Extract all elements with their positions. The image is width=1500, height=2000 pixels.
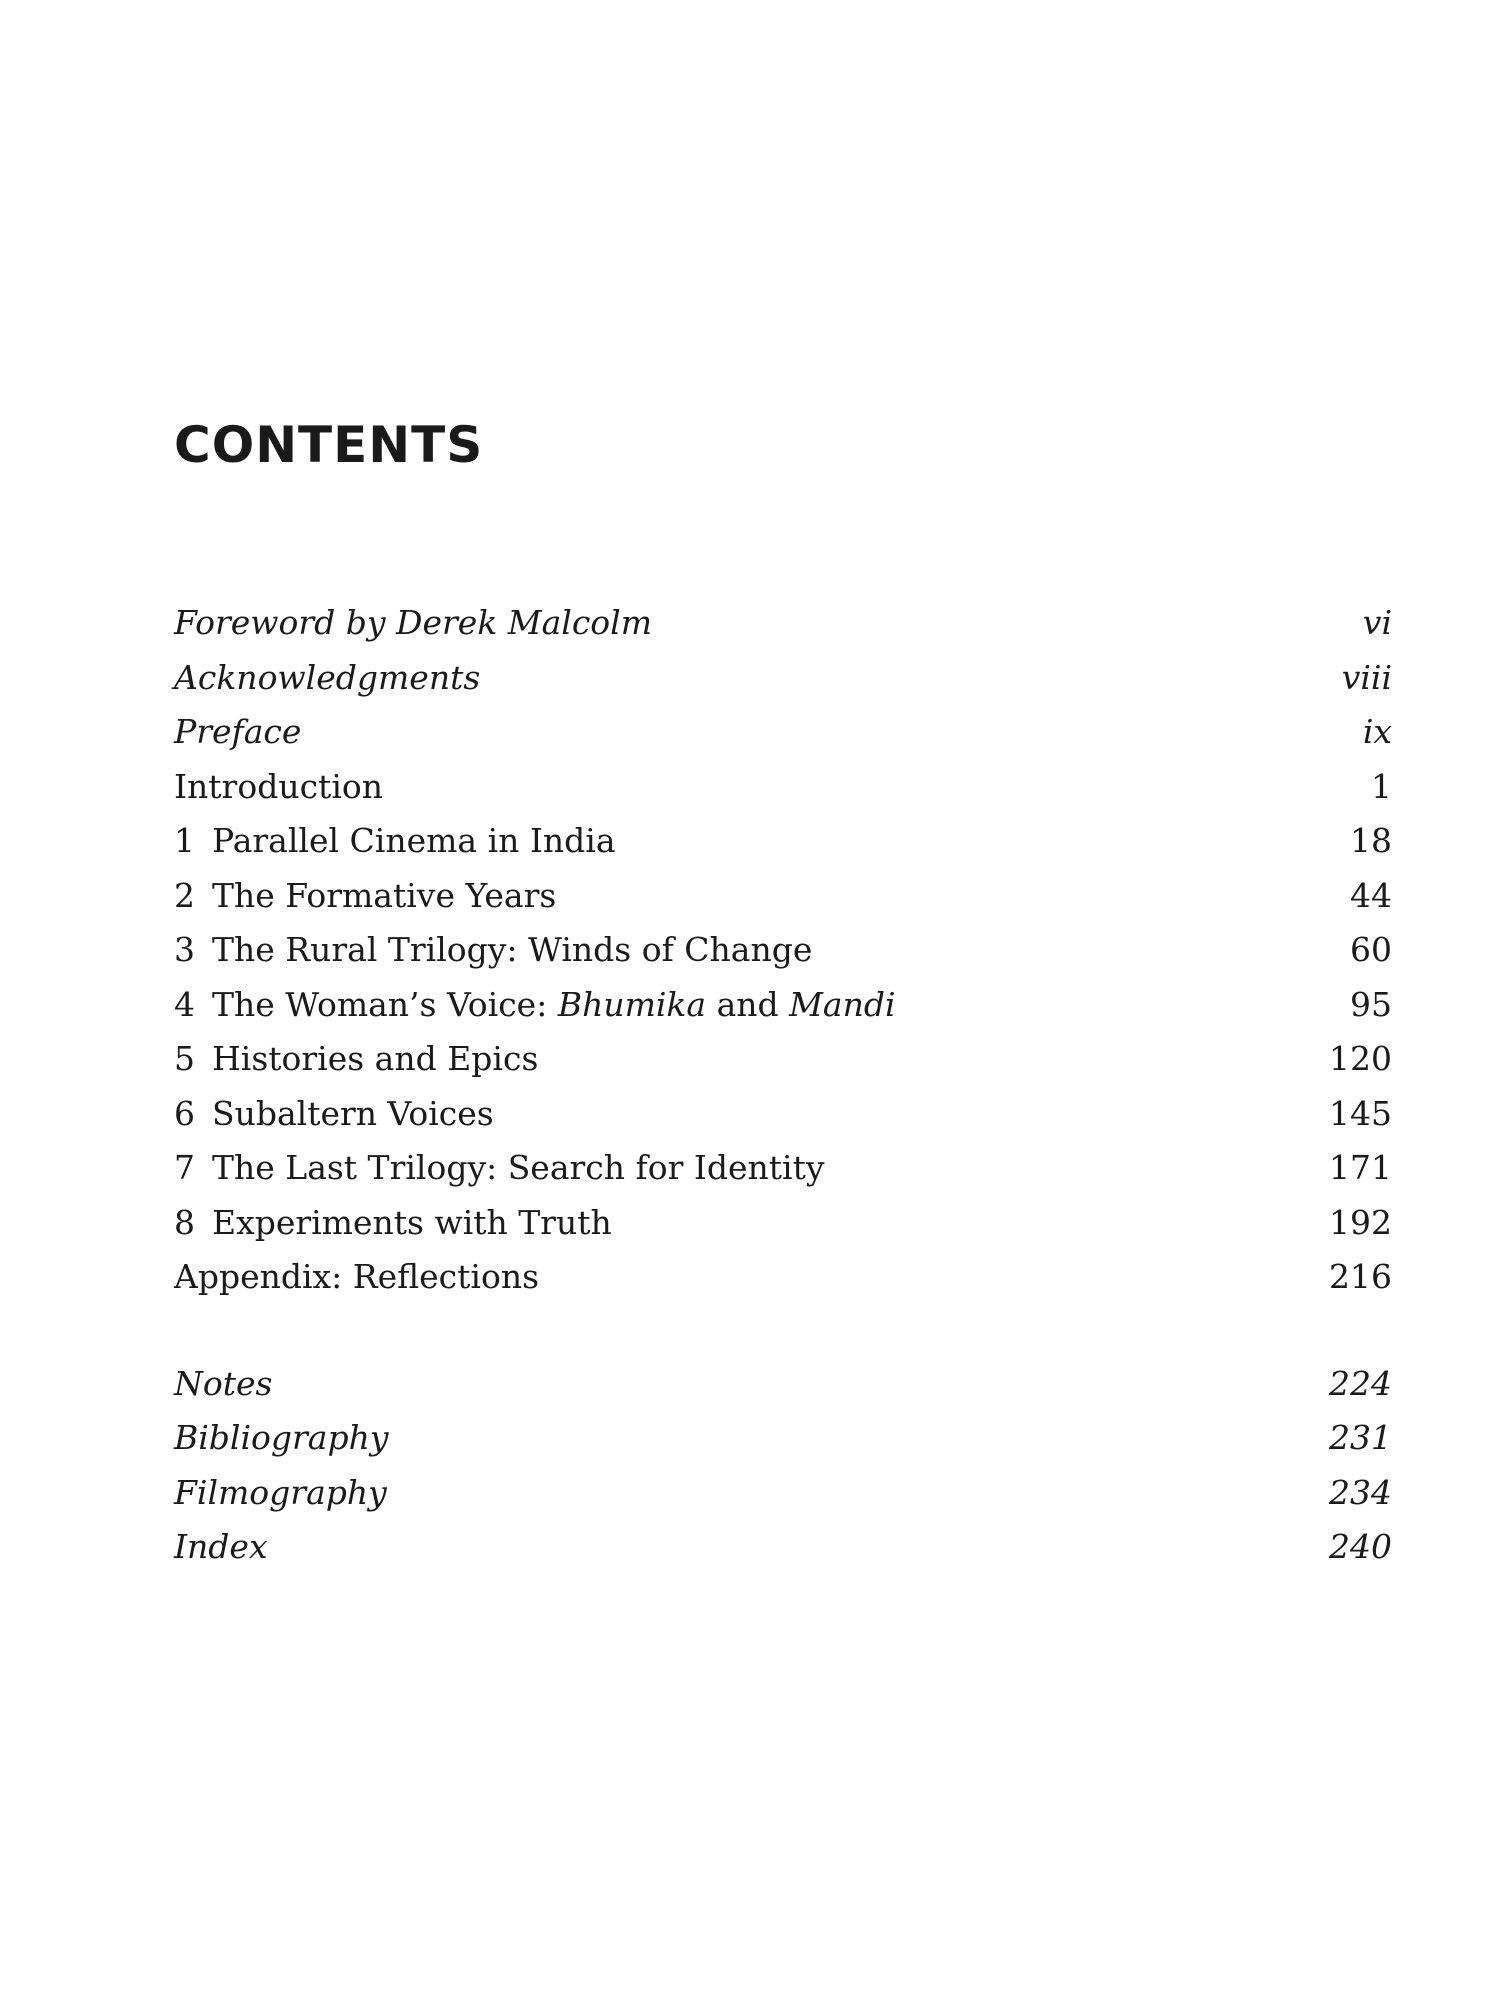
chapter-number: 7 — [174, 1148, 195, 1187]
toc-entry-notes[interactable] — [174, 1357, 1392, 1412]
toc-entry-chapter-6[interactable] — [174, 1087, 1392, 1142]
entry-page: 234 — [1329, 1472, 1392, 1512]
chapter-title-film-1: Bhumika — [557, 984, 707, 1024]
entry-label: Preface — [174, 712, 302, 751]
entry-label: Appendix: Reflections — [174, 1257, 540, 1296]
entry-label — [174, 1141, 825, 1196]
entry-page: 145 — [1329, 1093, 1392, 1133]
chapter-title: The Last Trilogy: Search for Identity — [212, 1148, 825, 1187]
entry-page: vi — [1362, 603, 1392, 642]
chapter-title: Parallel Cinema in India — [212, 821, 616, 860]
chapter-title: The Formative Years — [212, 875, 557, 915]
chapter-title: Histories and Epics — [212, 1039, 539, 1078]
toc-entry-chapter-8[interactable] — [174, 1196, 1392, 1251]
toc-entry-filmography[interactable] — [174, 1466, 1392, 1521]
toc-entry-bibliography[interactable] — [174, 1411, 1392, 1466]
toc-entry-acknowledgments[interactable] — [174, 651, 1392, 706]
toc-entry-foreword[interactable] — [174, 596, 1392, 651]
chapter-title: Experiments with Truth — [212, 1202, 612, 1242]
toc-entry-chapter-7[interactable] — [174, 1141, 1392, 1196]
toc-entry-chapter-1[interactable] — [174, 814, 1392, 869]
chapter-number: 5 — [174, 1039, 195, 1078]
entry-label — [174, 1087, 494, 1142]
chapter-number: 2 — [174, 875, 195, 915]
entry-label — [174, 978, 896, 1033]
entry-page: 240 — [1329, 1527, 1392, 1566]
toc-entry-chapter-5[interactable] — [174, 1032, 1392, 1087]
toc-entry-index[interactable] — [174, 1520, 1392, 1575]
entry-label: Foreword by Derek Malcolm — [174, 603, 653, 642]
entry-label — [174, 1032, 538, 1087]
toc-entry-introduction[interactable] — [174, 760, 1392, 815]
chapter-number: 6 — [174, 1093, 195, 1133]
entry-page: 216 — [1329, 1257, 1392, 1296]
toc-entry-preface[interactable] — [174, 705, 1392, 760]
entry-page: 231 — [1329, 1418, 1392, 1457]
entry-label: Bibliography — [174, 1418, 389, 1457]
chapter-number: 3 — [174, 930, 195, 969]
toc-entry-chapter-2[interactable] — [174, 869, 1392, 924]
entry-label: Acknowledgments — [174, 657, 481, 697]
entry-page: 120 — [1329, 1039, 1392, 1078]
entry-label: Filmography — [174, 1472, 387, 1512]
entry-label: Index — [174, 1527, 268, 1566]
toc-entry-appendix[interactable] — [174, 1250, 1392, 1305]
entry-page: 192 — [1329, 1202, 1392, 1242]
entry-page: 95 — [1350, 984, 1392, 1024]
chapter-title-mid: and — [706, 984, 790, 1024]
entry-page: 224 — [1329, 1363, 1392, 1403]
table-of-contents — [174, 596, 1392, 1575]
toc-entry-chapter-3[interactable] — [174, 923, 1392, 978]
toc-back-matter-group — [174, 1357, 1392, 1575]
entry-page: viii — [1341, 657, 1392, 697]
chapter-title: Subaltern Voices — [212, 1093, 494, 1133]
toc-entry-chapter-4[interactable] — [174, 978, 1392, 1033]
entry-page: ix — [1362, 712, 1392, 751]
entry-label: Introduction — [174, 766, 383, 806]
entry-page: 1 — [1371, 766, 1392, 806]
chapter-title-film-2: Mandi — [789, 984, 896, 1024]
entry-label — [174, 814, 616, 869]
chapter-number: 8 — [174, 1202, 195, 1242]
entry-page: 171 — [1329, 1148, 1392, 1187]
toc-main-group — [174, 596, 1392, 1305]
chapter-number: 4 — [174, 984, 195, 1024]
chapter-title: The Rural Trilogy: Winds of Change — [212, 930, 813, 969]
entry-label — [174, 869, 556, 924]
entry-label: Notes — [174, 1363, 273, 1403]
chapter-number: 1 — [174, 821, 195, 860]
chapter-title-prefix: The Woman’s Voice: — [212, 984, 558, 1024]
page-title: CONTENTS — [174, 416, 484, 474]
entry-page: 18 — [1350, 821, 1392, 860]
entry-page: 44 — [1350, 875, 1392, 915]
entry-label — [174, 1196, 612, 1251]
entry-page: 60 — [1350, 930, 1392, 969]
entry-label — [174, 923, 812, 978]
